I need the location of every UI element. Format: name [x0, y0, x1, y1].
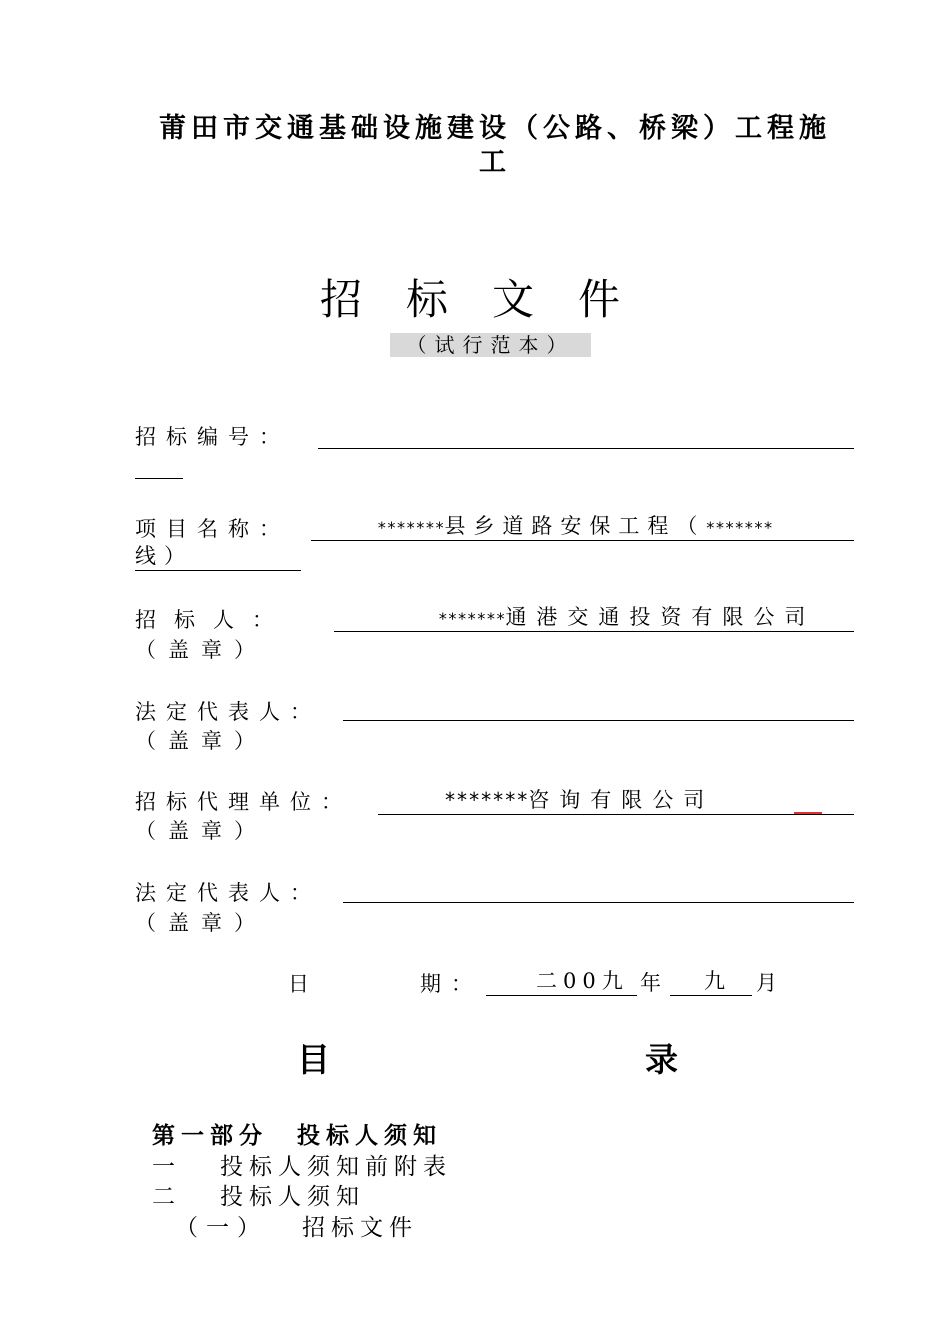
toc-item1[interactable]: 投标人须知前附表	[220, 1154, 452, 1180]
tenderer-value: 通港交通投资有限公司	[505, 605, 816, 629]
legal-rep-field	[343, 692, 854, 721]
document-header	[140, 112, 850, 180]
toc-item2[interactable]: 投标人须知	[220, 1184, 365, 1210]
legal-rep-seal: （盖章）	[135, 729, 267, 753]
toc-title-2: 录	[645, 1040, 678, 1079]
legal-rep-seal-2: （盖章）	[135, 911, 267, 935]
bid-number-field-cont	[135, 450, 183, 479]
header-title-line1: 莆田市交通基础设施建设（公路、桥梁）工程施	[159, 113, 831, 144]
toc-part1[interactable]: 第一部分 投标人须知	[152, 1123, 442, 1149]
red-underline-mark	[794, 812, 822, 814]
doc-title: 招标文件	[319, 275, 664, 324]
date-year-unit: 年	[640, 971, 669, 995]
agency-field	[378, 786, 854, 815]
date-month-field	[670, 967, 752, 996]
toc-item2-num: 二	[152, 1184, 181, 1210]
legal-rep-field-2	[343, 874, 854, 903]
tenderer-field	[334, 603, 854, 632]
date-year: 二00九	[536, 969, 629, 993]
toc-sub1-num: （一）	[175, 1215, 268, 1241]
project-name-label: 项目名称：	[135, 517, 290, 541]
tenderer-label: 招标人：	[135, 608, 291, 632]
tenderer-seal: （盖章）	[135, 638, 267, 662]
toc-sub1[interactable]: 招标文件	[302, 1215, 418, 1241]
date-month-unit: 月	[756, 971, 785, 995]
agency-stars: *******	[444, 788, 529, 812]
agency-seal: （盖章）	[135, 819, 267, 843]
bid-number-label: 招标编号：	[135, 425, 290, 449]
date-month: 九	[704, 969, 733, 993]
project-name-value: 县乡道路安保工程（	[444, 514, 706, 538]
project-name-cont: 线）	[135, 544, 193, 568]
toc-title-1: 目	[297, 1040, 330, 1079]
project-name-stars: *******	[377, 518, 445, 537]
project-name-field	[311, 512, 854, 541]
project-name-field-cont	[135, 542, 301, 571]
header-title-line2: 工	[479, 147, 511, 178]
tenderer-stars: *******	[438, 609, 506, 628]
toc-item1-num: 一	[152, 1154, 181, 1180]
agency-value: 咨询有限公司	[528, 788, 715, 812]
date-label-2: 期：	[420, 972, 482, 996]
doc-subtitle: （试行范本）	[390, 333, 591, 357]
date-year-field	[486, 967, 637, 996]
agency-label: 招标代理单位：	[135, 790, 352, 814]
bid-number-field	[318, 420, 854, 449]
legal-rep-label: 法定代表人：	[135, 700, 321, 724]
date-label-1: 日	[288, 972, 319, 996]
project-name-stars2: *******	[705, 518, 773, 537]
legal-rep-label-2: 法定代表人：	[135, 881, 321, 905]
